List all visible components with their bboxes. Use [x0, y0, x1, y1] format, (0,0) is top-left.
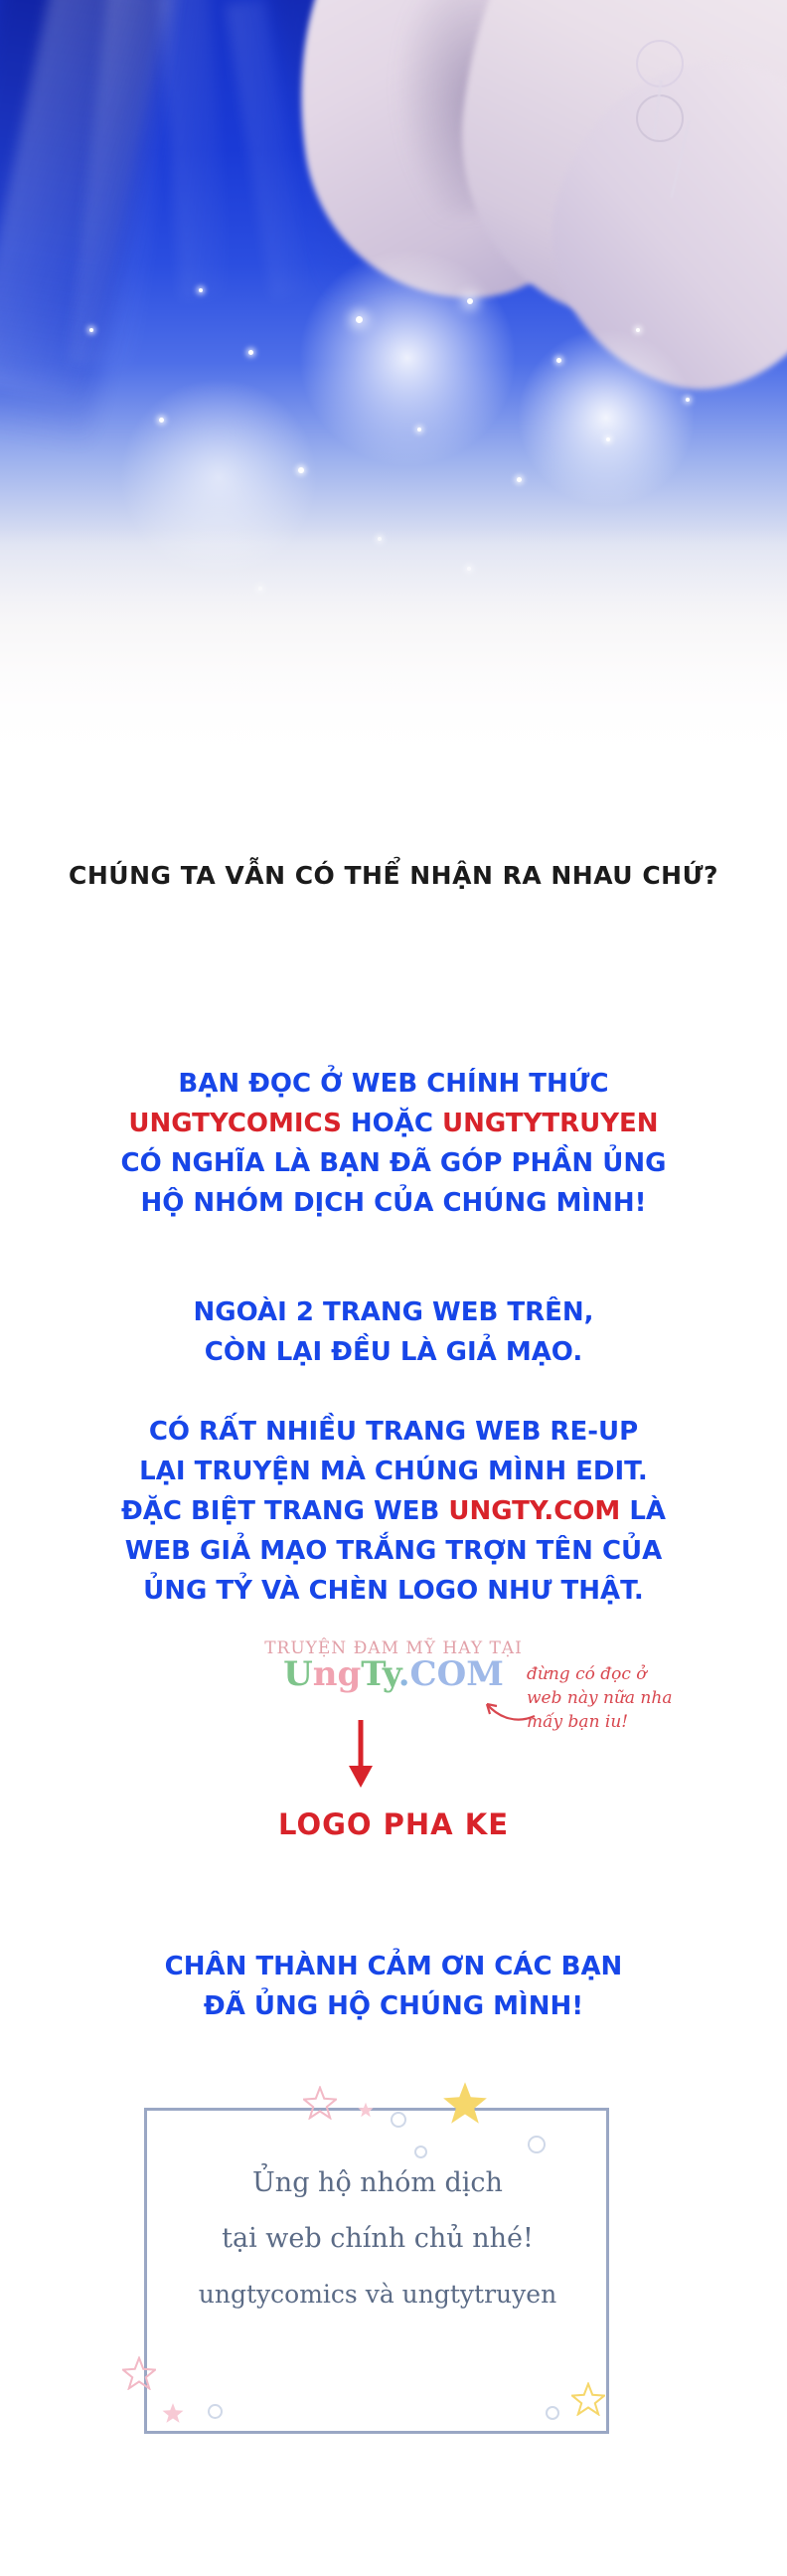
- drawstring-loop-2: [636, 94, 684, 142]
- notice-line-1: [0, 1412, 787, 1452]
- fake-logo-part-u: U: [283, 1654, 313, 1694]
- notice-block-only-two-sites: [0, 1292, 787, 1372]
- notice-text: ĐÃ ỦNG HỘ CHÚNG MÌNH!: [203, 1991, 584, 2021]
- notice-line-4: [0, 1183, 787, 1223]
- notice-block-reup-warning: [0, 1412, 787, 1611]
- sparkle: [248, 350, 253, 355]
- page-headline: CHÚNG TA VẪN CÓ THỂ NHẬN RA NHAU CHỨ?: [69, 861, 718, 890]
- notice-line-4: [0, 1531, 787, 1571]
- notice-block-thanks: [0, 1947, 787, 2026]
- notice-line-1: [0, 1292, 787, 1332]
- sparkle: [686, 398, 690, 402]
- notice-line-1: [0, 1064, 787, 1104]
- star-icon: [442, 2080, 488, 2126]
- notice-line-3: [0, 1143, 787, 1183]
- fake-logo-tagline: TRUYỆN ĐAM MỸ HAY TẠI: [264, 1638, 523, 1658]
- sparkle: [89, 328, 93, 332]
- sparkle: [159, 418, 164, 423]
- star-icon: [122, 2356, 156, 2390]
- notice-line-2: [0, 1104, 787, 1143]
- notice-text: HOẶC: [350, 1109, 443, 1138]
- notice-line-2: [0, 1452, 787, 1491]
- circle-decoration: [208, 2404, 223, 2419]
- handwritten-line-1: đừng có đọc ở: [527, 1664, 647, 1684]
- fake-logo-label: LOGO PHA KE: [278, 1807, 509, 1841]
- fake-logo-part-ty: Ty: [361, 1654, 398, 1694]
- notice-block-official-web: [0, 1064, 787, 1223]
- handwritten-line-2: web này nữa nha: [527, 1688, 673, 1708]
- notice-text: CÓ NGHĨA LÀ BẠN ĐÃ GÓP PHẦN ỦNG: [120, 1148, 667, 1178]
- notice-line-2: [0, 1332, 787, 1372]
- fake-logo-part-ng: ng: [312, 1654, 362, 1694]
- notice-text: LÀ: [620, 1496, 667, 1526]
- star-icon: [162, 2402, 184, 2424]
- sparkle: [636, 328, 640, 332]
- sparkle: [356, 316, 363, 323]
- support-card: [144, 2108, 611, 2436]
- thanks-line-1: [0, 1947, 787, 1986]
- sparkle: [298, 467, 304, 473]
- sparkle: [606, 437, 610, 441]
- support-card-line-3: ungtycomics và ungtytruyen: [198, 2280, 557, 2309]
- star-icon: [358, 2102, 374, 2118]
- highlighted-site-name: UNGTYTRUYEN: [442, 1109, 659, 1138]
- highlighted-site-name: UNGTY.COM: [448, 1496, 621, 1526]
- notice-text: LẠI TRUYỆN MÀ CHÚNG MÌNH EDIT.: [139, 1457, 648, 1486]
- sparkle: [517, 477, 522, 482]
- notice-line-3: [0, 1491, 787, 1531]
- sparkle: [467, 298, 473, 304]
- circle-decoration: [528, 2136, 546, 2153]
- notice-text: ĐẶC BIỆT TRANG WEB: [120, 1496, 449, 1526]
- support-card-line-2: tại web chính chủ nhé!: [222, 2223, 534, 2254]
- fake-logo-part-com: COM: [409, 1654, 504, 1694]
- bokeh-glow-1: [298, 249, 517, 467]
- support-card-line-1: Ủng hộ nhóm dịch: [252, 2167, 503, 2198]
- notice-text: WEB GIẢ MẠO TRẮNG TRỢN TÊN CỦA: [124, 1536, 663, 1566]
- fake-logo-part-dot: .: [397, 1654, 410, 1694]
- thanks-line-2: [0, 1986, 787, 2026]
- white-fade-overlay: [0, 527, 787, 825]
- sparkle: [556, 358, 561, 363]
- notice-text: CHÂN THÀNH CẢM ƠN CÁC BẠN: [164, 1952, 623, 1981]
- notice-text: ỦNG TỶ VÀ CHÈN LOGO NHƯ THẬT.: [143, 1576, 644, 1606]
- support-card-text: [144, 2155, 611, 2322]
- notice-line-5: [0, 1571, 787, 1611]
- star-icon: [571, 2382, 605, 2416]
- circle-decoration: [546, 2406, 559, 2420]
- notice-text: HỘ NHÓM DỊCH CỦA CHÚNG MÌNH!: [140, 1188, 647, 1218]
- notice-text: CÓ RẤT NHIỀU TRANG WEB RE-UP: [148, 1417, 639, 1447]
- star-icon: [303, 2086, 337, 2120]
- comic-artwork-panel: [0, 0, 787, 825]
- sparkle: [417, 428, 421, 431]
- handwritten-warning: [527, 1662, 735, 1734]
- sparkle: [199, 288, 203, 292]
- circle-decoration: [391, 2112, 406, 2128]
- highlighted-site-name: UNGTYCOMICS: [128, 1109, 351, 1138]
- notice-text: BẠN ĐỌC Ở WEB CHÍNH THỨC: [178, 1069, 609, 1099]
- bokeh-glow-2: [517, 328, 696, 507]
- notice-text: CÒN LẠI ĐỀU LÀ GIẢ MẠO.: [204, 1337, 583, 1367]
- down-arrow-icon: [346, 1720, 376, 1790]
- notice-text: NGOÀI 2 TRANG WEB TRÊN,: [193, 1297, 594, 1327]
- handwritten-line-3: mấy bạn iu!: [527, 1712, 629, 1732]
